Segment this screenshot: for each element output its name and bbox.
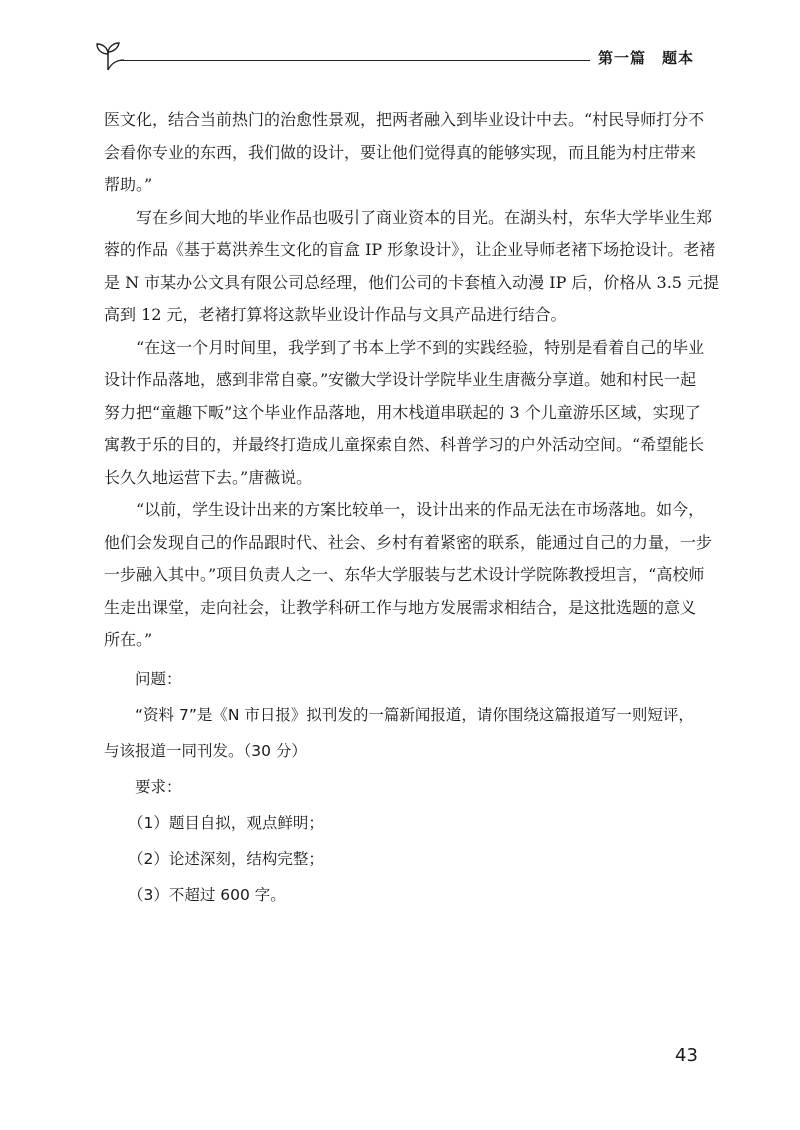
text-line: “在这一个月时间里，我学到了书本上学不到的实践经验，特别是看着自己的毕业 (136, 337, 705, 357)
paragraph-2 (104, 202, 720, 332)
text-line: 是 N 市某办公文具有限公司总经理，他们公司的卡套植入动漫 IP 后，价格从 3.5 元提 (104, 272, 720, 292)
text-line: 所在。” (104, 630, 153, 649)
text-line: 寓教于乐的目的，并最终打造成儿童探索自然、科普学习的户外活动空间。“希望能长 (104, 435, 705, 454)
paragraph-4 (104, 494, 713, 657)
text-line: 蓉的作品《基于葛洪养生文化的盲盒 IP 形象设计》，让企业导师老褚下场抢设计。老褚 (104, 240, 716, 259)
header-rule (120, 60, 590, 61)
requirement-item: （2）论述深刻，结构完整； (128, 849, 324, 868)
sprout-icon (94, 40, 124, 72)
text-line: 与该报道一同刊发。（30 分） (104, 741, 307, 760)
paragraph-1 (104, 104, 705, 202)
requirement-item: （1）题目自拟，观点鲜明； (128, 813, 324, 832)
question-label: 问题： (135, 669, 182, 688)
text-line: 他们会发现自己的作品跟时代、社会、乡村有着紧密的联系，能通过自己的力量，一步 (104, 532, 713, 552)
document-body (104, 104, 720, 913)
text-line: “以前，学生设计出来的方案比较单一，设计出来的作品无法在市场落地。如今， (136, 500, 705, 519)
text-line: 高到 12 元，老褚打算将这款毕业设计作品与文具产品进行结合。 (104, 305, 567, 324)
text-line: “资料 7”是《N 市日报》拟刊发的一篇新闻报道，请你围绕这篇报道写一则短评， (135, 705, 694, 724)
text-line: 长久久地运营下去。”唐薇说。 (104, 467, 313, 487)
text-line: 生走出课堂，走向社会，让教学科研工作与地方发展需求相结合，是这批选题的意义 (104, 597, 697, 617)
text-line: 一步融入其中。”项目负责人之一、东华大学服装与艺术设计学院陈教授坦言，“高校师 (104, 565, 705, 584)
text-line: 努力把“童趣下畈”这个毕业作品落地，用木栈道串联起的 3 个儿童游乐区域，实现了 (104, 402, 701, 422)
question-text (104, 697, 694, 769)
text-line: 帮助。” (104, 175, 153, 194)
requirements-label: 要求： (135, 777, 182, 796)
page-number: 43 (675, 1045, 698, 1066)
text-line: 写在乡间大地的毕业作品也吸引了商业资本的目光。在湖头村，东华大学毕业生郑 (136, 207, 713, 227)
paragraph-3 (104, 332, 705, 495)
page-header (94, 40, 700, 80)
section-title: 第一篇 题本 (597, 49, 694, 67)
text-line: 会看你专业的东西，我们做的设计，要让他们觉得真的能够实现，而且能为村庄带来 (104, 142, 697, 162)
text-line: 设计作品落地，感到非常自豪。”安徽大学设计学院毕业生唐薇分享道。她和村民一起 (104, 370, 697, 389)
text-line: 医文化，结合当前热门的治愈性景观，把两者融入到毕业设计中去。“村民导师打分不 (104, 110, 705, 129)
requirement-item: （3）不超过 600 字。 (128, 885, 286, 904)
